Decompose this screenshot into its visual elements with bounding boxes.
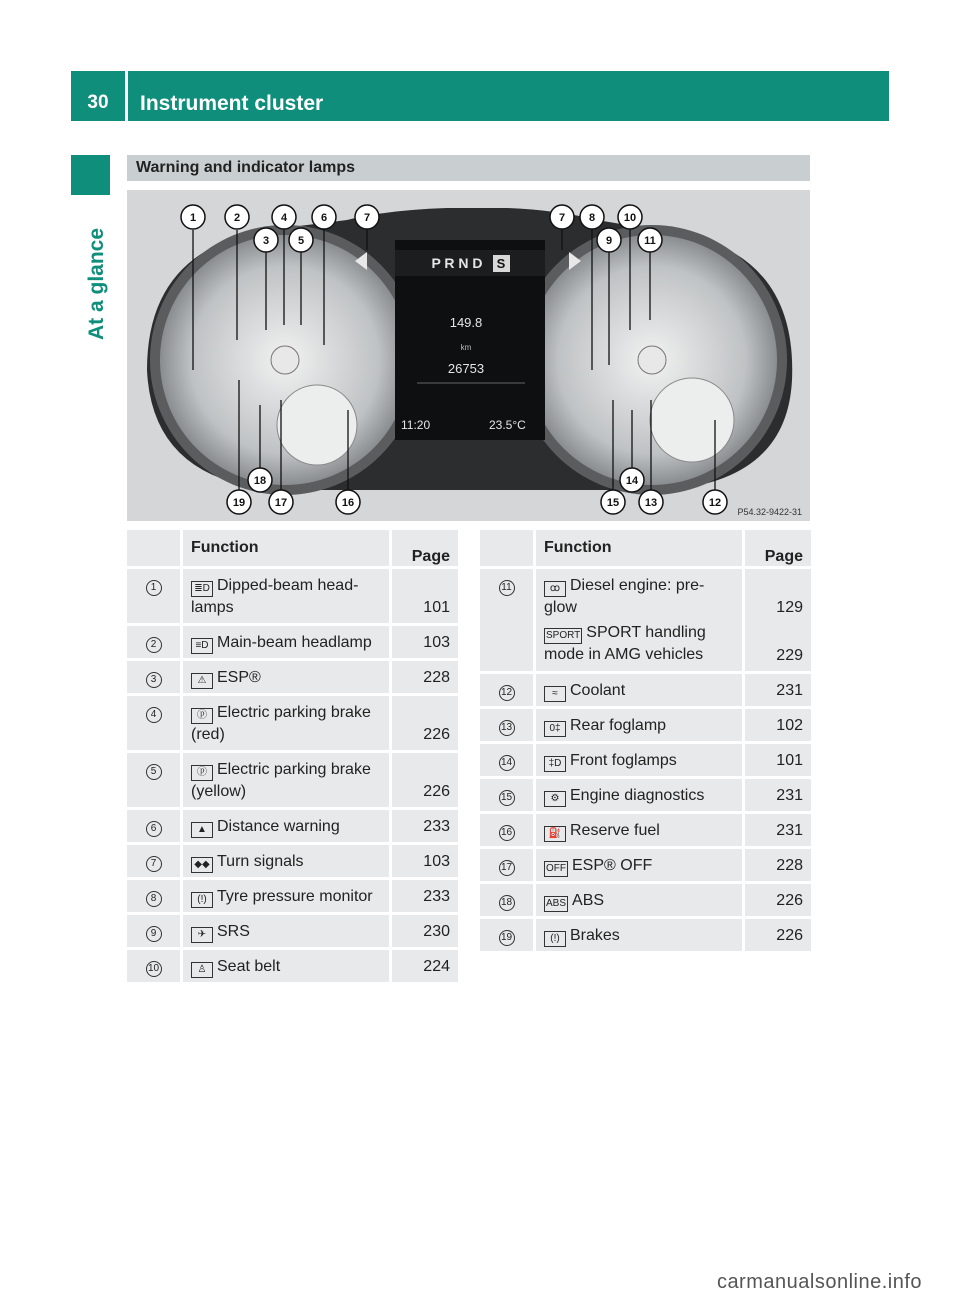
svg-text:6: 6	[320, 212, 328, 224]
table-row	[127, 661, 458, 696]
svg-text:3: 3	[262, 235, 270, 247]
callout-18	[248, 468, 272, 492]
table-row	[127, 880, 458, 915]
table-row	[127, 626, 458, 661]
col-function-header: Function	[183, 530, 392, 569]
row-number: 7	[146, 856, 162, 872]
row-page: 231	[745, 674, 811, 709]
svg-text:12: 12	[708, 497, 722, 509]
row-page: 226	[392, 753, 458, 810]
svg-text:14: 14	[625, 475, 639, 487]
callout-5	[289, 228, 313, 252]
row-number: 3	[146, 672, 162, 688]
row-function: Main-beam headlamp	[217, 634, 372, 651]
row-number: 16	[499, 825, 515, 841]
gear-s: S	[496, 256, 506, 271]
row-page: 226	[745, 919, 811, 954]
table-row	[127, 569, 458, 626]
row-page: 228	[745, 849, 811, 884]
col-num-header	[127, 530, 183, 569]
table-row	[127, 696, 458, 753]
section-heading	[127, 155, 810, 181]
page-header	[71, 71, 889, 121]
table-row	[480, 849, 811, 884]
page-title: Instrument cluster	[140, 92, 324, 115]
trip-meter: 149.8	[449, 315, 483, 330]
row-function: Tyre pressure monitor	[217, 888, 373, 905]
row-page: 103	[392, 626, 458, 661]
row-function: Electric parking brake (red)	[191, 704, 371, 743]
row-number: 14	[499, 755, 515, 771]
row-page: 101	[392, 569, 458, 626]
table-row	[480, 674, 811, 709]
table-row	[127, 810, 458, 845]
table-row	[480, 814, 811, 849]
gear-indicator: P R N D	[431, 255, 483, 271]
sidebar-tab	[71, 155, 110, 195]
instrument-cluster-figure	[127, 190, 810, 521]
callout-3	[254, 228, 278, 252]
row-function: SRS	[217, 923, 250, 940]
parking-brake-icon: ⓟ	[191, 765, 213, 781]
table-row	[127, 915, 458, 950]
row-page: 233	[392, 880, 458, 915]
callout-4	[272, 205, 296, 229]
svg-text:10: 10	[623, 212, 637, 224]
turn-signal-icon: ◆◆	[191, 857, 213, 873]
table-header-row	[127, 530, 458, 569]
front-foglamp-icon: ‡D	[544, 756, 566, 772]
row-number: 17	[499, 860, 515, 876]
row-number: 13	[499, 720, 515, 736]
callout-10	[618, 205, 642, 229]
col-num-header	[480, 530, 536, 569]
row-function: ESP®	[217, 669, 261, 686]
coolant-gauge	[650, 378, 734, 462]
row-number: 2	[146, 637, 162, 653]
dipped-beam-icon: ≣D	[191, 581, 213, 597]
coolant-icon: ≈	[544, 686, 566, 702]
svg-text:17: 17	[274, 497, 288, 509]
sport-icon: SPORT	[544, 628, 582, 644]
row-number: 12	[499, 685, 515, 701]
row-function: Coolant	[570, 682, 626, 699]
svg-text:18: 18	[253, 475, 267, 487]
svg-text:8: 8	[588, 212, 596, 224]
rear-foglamp-icon: 0‡	[544, 721, 566, 737]
svg-text:5: 5	[297, 235, 305, 247]
svg-text:7: 7	[363, 212, 371, 224]
row-function: ESP® OFF	[572, 857, 653, 874]
esp-icon: ⚠	[191, 673, 213, 689]
clock: 11:20	[401, 418, 431, 432]
row-page: 224	[392, 950, 458, 985]
svg-text:4: 4	[280, 212, 288, 224]
callout-16	[336, 490, 360, 514]
row-number: 1	[146, 580, 162, 596]
table-row	[480, 569, 811, 674]
row-page: 231	[745, 779, 811, 814]
page-number: 30	[87, 92, 109, 113]
row-number: 6	[146, 821, 162, 837]
odometer: 26753	[447, 361, 485, 376]
svg-text:15: 15	[606, 497, 620, 509]
row-page: 231	[745, 814, 811, 849]
svg-text:1: 1	[189, 212, 197, 224]
callout-11	[638, 228, 662, 252]
row-number: 4	[146, 707, 162, 723]
table-row	[480, 919, 811, 954]
callout-7-right	[550, 205, 574, 229]
svg-text:13: 13	[644, 497, 658, 509]
row-function: Brakes	[570, 927, 620, 944]
row-number: 11	[499, 580, 515, 596]
table-row	[127, 950, 458, 985]
row-page: 230	[392, 915, 458, 950]
callout-6	[312, 205, 336, 229]
figure-reference: P54.32-9422-31	[737, 507, 802, 517]
col-page-header: Page	[392, 530, 458, 569]
svg-text:2: 2	[233, 212, 241, 224]
callout-2	[225, 205, 249, 229]
row-function: Reserve fuel	[570, 822, 660, 839]
callout-19	[227, 490, 251, 514]
row-function: Electric parking brake (yellow)	[191, 761, 371, 800]
row-function: ABS	[572, 892, 605, 909]
svg-text:11: 11	[644, 235, 656, 247]
col-page-header: Page	[745, 530, 811, 569]
row-page: 102	[745, 709, 811, 744]
row-function: Diesel engine: pre-glow	[544, 577, 705, 616]
row-function: Engine diagnostics	[570, 787, 705, 804]
lamps-table-left	[127, 530, 458, 985]
abs-icon: ABS	[544, 896, 568, 912]
callout-15	[601, 490, 625, 514]
callout-14	[620, 468, 644, 492]
svg-text:7: 7	[558, 212, 566, 224]
distance-warning-icon: ▲	[191, 822, 213, 838]
row-page: 129	[776, 599, 803, 616]
watermark: carmanualsonline.info	[716, 1271, 922, 1293]
svg-text:9: 9	[605, 235, 613, 247]
callout-12	[703, 490, 727, 514]
main-beam-icon: ≡D	[191, 638, 213, 654]
row-page: 226	[745, 884, 811, 919]
distance-unit: km	[460, 343, 472, 352]
section-title: Warning and indicator lamps	[136, 159, 355, 176]
row-page: 228	[392, 661, 458, 696]
callout-9	[597, 228, 621, 252]
table-row	[480, 779, 811, 814]
row-page: 101	[745, 744, 811, 779]
fuel-gauge	[277, 385, 357, 465]
row-number: 19	[499, 930, 515, 946]
tyre-pressure-icon: (!)	[191, 892, 213, 908]
table-row	[480, 709, 811, 744]
row-number: 15	[499, 790, 515, 806]
row-function: Rear foglamp	[570, 717, 667, 734]
cluster-illustration	[127, 190, 810, 521]
row-number: 5	[146, 764, 162, 780]
svg-text:16: 16	[341, 497, 355, 509]
callout-7-left	[355, 205, 379, 229]
brake-icon: (!)	[544, 931, 566, 947]
row-function-secondary: SPORT handling mode in AMG vehicles	[544, 624, 706, 663]
row-page-secondary: 229	[776, 647, 803, 664]
header-divider	[125, 71, 128, 121]
outside-temperature: 23.5°C	[489, 418, 526, 432]
seat-belt-icon: ♙	[191, 962, 213, 978]
reserve-fuel-icon: ⛽	[544, 826, 566, 842]
table-row	[480, 744, 811, 779]
callout-17	[269, 490, 293, 514]
row-number: 9	[146, 926, 162, 942]
svg-text:19: 19	[232, 497, 246, 509]
row-page: 226	[392, 696, 458, 753]
row-page: 233	[392, 810, 458, 845]
row-function: Front foglamps	[570, 752, 677, 769]
row-number: 10	[146, 961, 162, 977]
table-header-row	[480, 530, 811, 569]
row-function: Distance warning	[217, 818, 340, 835]
callout-1	[181, 205, 205, 229]
callout-8	[580, 205, 604, 229]
table-row	[127, 753, 458, 810]
preglow-icon: ꝏ	[544, 581, 566, 597]
col-function-header: Function	[536, 530, 745, 569]
row-function: Seat belt	[217, 958, 281, 975]
callout-13	[639, 490, 663, 514]
row-number: 8	[146, 891, 162, 907]
row-function: Dipped-beam head-lamps	[191, 577, 359, 616]
engine-diagnostics-icon: ⚙	[544, 791, 566, 807]
esp-off-icon: OFF	[544, 861, 568, 877]
row-number: 18	[499, 895, 515, 911]
srs-icon: ✈	[191, 927, 213, 943]
row-page: 103	[392, 845, 458, 880]
row-function: Turn signals	[217, 853, 304, 870]
table-row	[480, 884, 811, 919]
lamps-table-right	[480, 530, 811, 954]
parking-brake-icon: ⓟ	[191, 708, 213, 724]
table-row	[127, 845, 458, 880]
sidebar-label: At a glance	[85, 227, 108, 340]
